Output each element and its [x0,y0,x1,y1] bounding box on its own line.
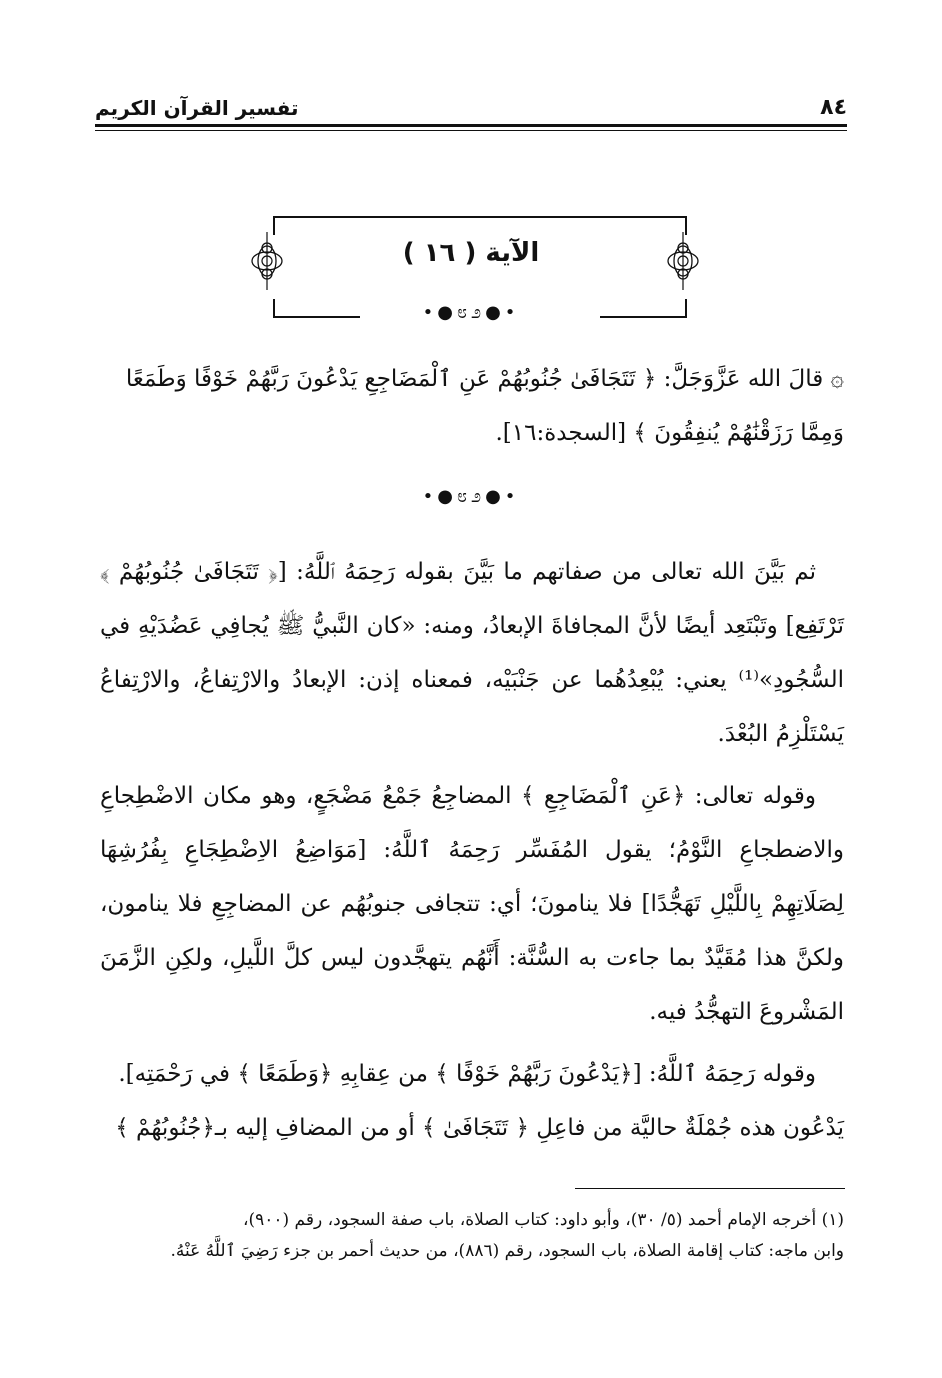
paragraph-4: يَدْعُون هذه جُمْلَةٌ حاليَّة من فاعِلِ ﴿ تَتَجَافَىٰ ﴾ أو من المضافِ إليه بـ﴿جُنُوبُهُمْ ﴾ [115,1115,844,1141]
divider-ornament: •●೮೨●• [422,302,520,323]
header-rule-thin [95,130,847,131]
divider-ornament-2: •●೮೨●• [422,486,520,507]
header-rule [95,124,847,127]
running-title: تفسير القرآن الكريم [95,96,299,120]
paragraph-1: ثم بَيَّنَ الله تعالى من صفاتهم ما بَيَّنَ بقوله رَحِمَهُ ٱللَّهُ: [﴿ تَتَجَافَىٰ جُنُوبُهُمْ ﴾ تَرْتَفِع] وتَبْتَعِد أيضًا لأنَّ المجافاةَ الإبعادُ، ومنه: «كان النَّبيُّ ﷺ يُجافِي عَضُدَيْهِ في السُّجُودِ»⁽¹⁾ يعني: يُبْعِدُهُما عن جَنْبَيْه، فمعناه إذن: الإبعادُ والارْتِفاعُ، والارْتِفاعُ يَسْتَلْزِمُ البُعْدَ. [100,559,844,747]
footnote [98,1205,844,1267]
footnote-line-1: (١) أخرجه الإمام أحمد (٥/ ٣٠)، وأبو داود: كتاب الصلاة، باب صفة السجود، رقم (٩٠٠)، [242,1210,844,1230]
paragraph-2: وقوله تعالى: ﴿عَنِ ٱلْمَضَاجِعِ ﴾ المضاجِعُ جَمْعُ مَضْجَعٍ، وهو مكان الاضْطِجاعِ والاضطجاعِ النَّوْمُ؛ يقول المُفَسِّر رَحِمَهُ ٱللَّهُ: [مَوَاضِعُ الاِضْطِجَاعِ بِفُرُشِهَا لِصَلَاتِهِمْ بِاللَّيْلِ تَهَجُّدًا] فلا ينامونَ؛ أي: تتجافى جنوبُهُم عن المضاجِعِ فلا ينامون، ولكنَّ هذا مُقَيَّدٌ بما جاءت به السُّنَّة: أَنَّهُم يتهجَّدون ليس كلَّ اللَّيلِ، ولكِنِ الزَّمَنَ المَشْروعَ التهجُّدُ فيه. [100,783,844,1025]
commentary [100,545,844,1155]
page-number: ٨٤ [820,95,847,120]
verse-line-2: وَمِمَّا رَزَقْنَٰهُمْ يُنفِقُونَ ﴾ [السجدة:١٦]. [495,420,844,446]
verse-title: الآية ( ١٦ ) [402,238,540,268]
paragraph-3: وقوله رَحِمَهُ ٱللَّهُ: [﴿يَدْعُونَ رَبَّهُمْ خَوْفًا ﴾ من عِقابِهِ ﴿وَطَمَعًا ﴾ في رَحْمَتِه]. [118,1061,816,1087]
verse-block [100,352,844,460]
verse-line-1: ۞ قالَ الله عَزَّوَجَلَّ: ﴿ تَتَجَافَىٰ جُنُوبُهُمْ عَنِ ٱلْمَضَاجِعِ يَدْعُونَ رَبَّهُمْ خَوْفًا وَطَمَعًا [125,366,844,392]
footnote-line-2: وابن ماجه: كتاب إقامة الصلاة، باب السجود، رقم (٨٨٦)، من حديث أحمر بن جزء رَضِيَ ٱللَّهُ عَنْهُ. [170,1241,844,1261]
running-header [95,88,847,120]
footnote-rule [575,1188,845,1189]
